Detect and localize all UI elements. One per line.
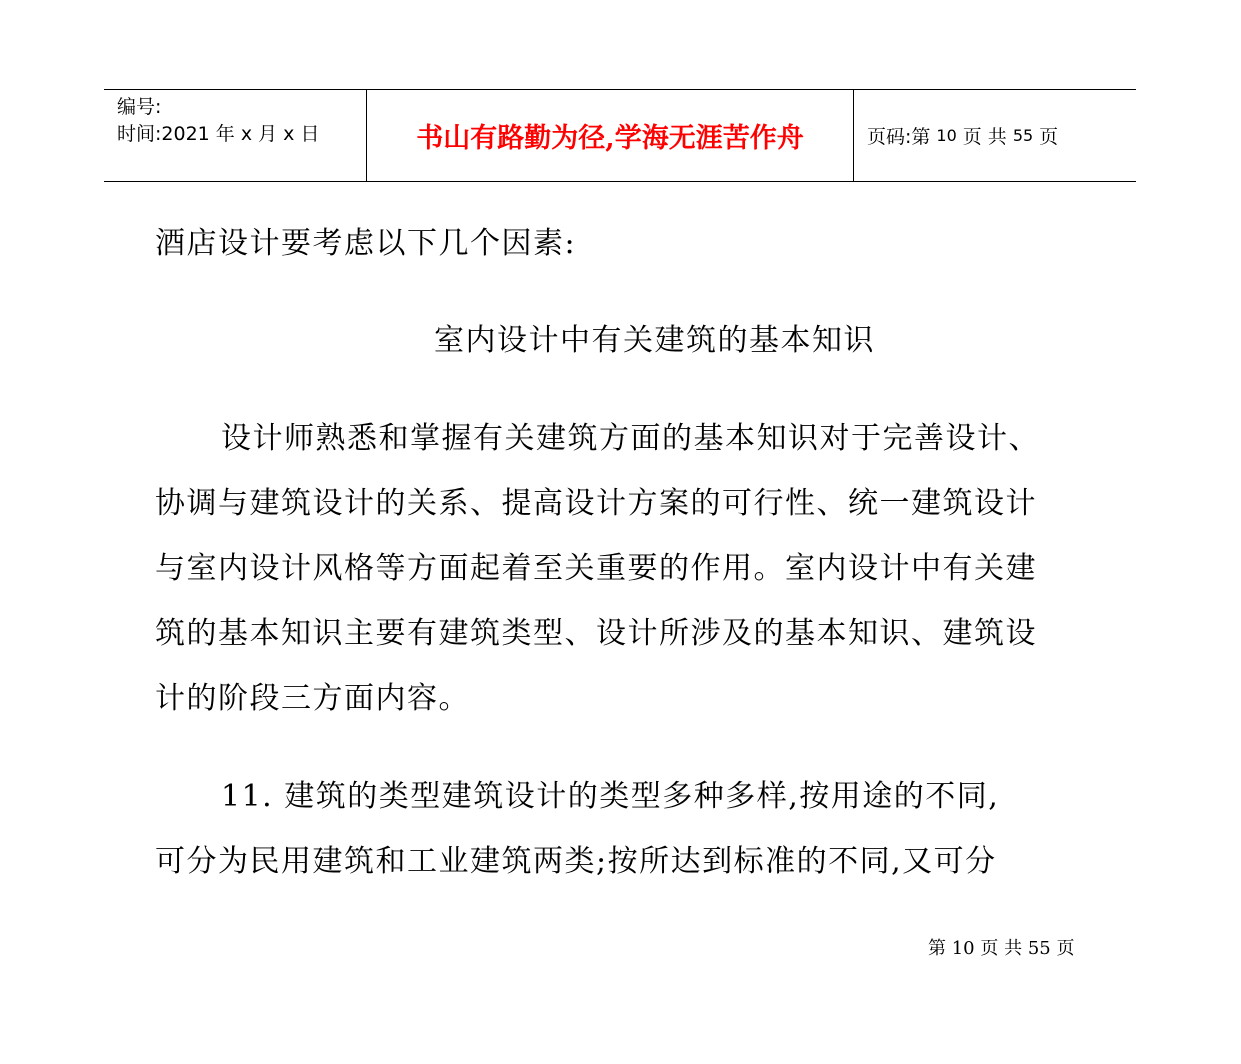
document-date: 时间:2021 年 x 月 x 日 — [117, 123, 320, 145]
footer-middle: 页 共 — [980, 938, 1023, 959]
paragraph1-line: 协调与建筑设计的关系、提高设计方案的可行性、统一建筑设计 — [155, 486, 1037, 521]
header-page-middle: 页 共 — [962, 126, 1007, 148]
header-page-prefix: 页码:第 — [867, 126, 931, 148]
intro-line: 酒店设计要考虑以下几个因素: — [155, 226, 577, 261]
header-page-cell — [854, 90, 1136, 181]
paragraph1-line: 与室内设计风格等方面起着至关重要的作用。室内设计中有关建 — [155, 551, 1037, 586]
footer-prefix: 第 — [928, 938, 946, 959]
footer-current-page: 10 — [951, 938, 975, 959]
paragraph1-line: 设计师熟悉和掌握有关建筑方面的基本知识对于完善设计、 — [221, 421, 1040, 456]
paragraph2-line: 11. 建筑的类型建筑设计的类型多种多样,按用途的不同, — [221, 779, 1000, 814]
page-footer — [928, 937, 1074, 961]
footer-total-pages: 55 — [1027, 938, 1051, 959]
paragraph2-line: 可分为民用建筑和工业建筑两类;按所达到标准的不同,又可分 — [155, 844, 997, 879]
header-motto-cell — [367, 90, 854, 181]
header-page-total: 55 — [1012, 126, 1034, 145]
header-meta-cell — [104, 90, 367, 181]
section-title: 室内设计中有关建筑的基本知识 — [434, 323, 875, 358]
header-page-suffix: 页 — [1039, 126, 1059, 148]
header-page-current: 10 — [936, 126, 957, 145]
paragraph1-line: 计的阶段三方面内容。 — [155, 681, 470, 716]
document-number-label: 编号: — [117, 96, 162, 118]
document-header — [104, 89, 1136, 182]
paragraph1-line: 筑的基本知识主要有建筑类型、设计所涉及的基本知识、建筑设 — [155, 616, 1037, 651]
header-motto: 书山有路勤为径,学海无涯苦作舟 — [416, 123, 804, 154]
footer-suffix: 页 — [1056, 938, 1075, 959]
